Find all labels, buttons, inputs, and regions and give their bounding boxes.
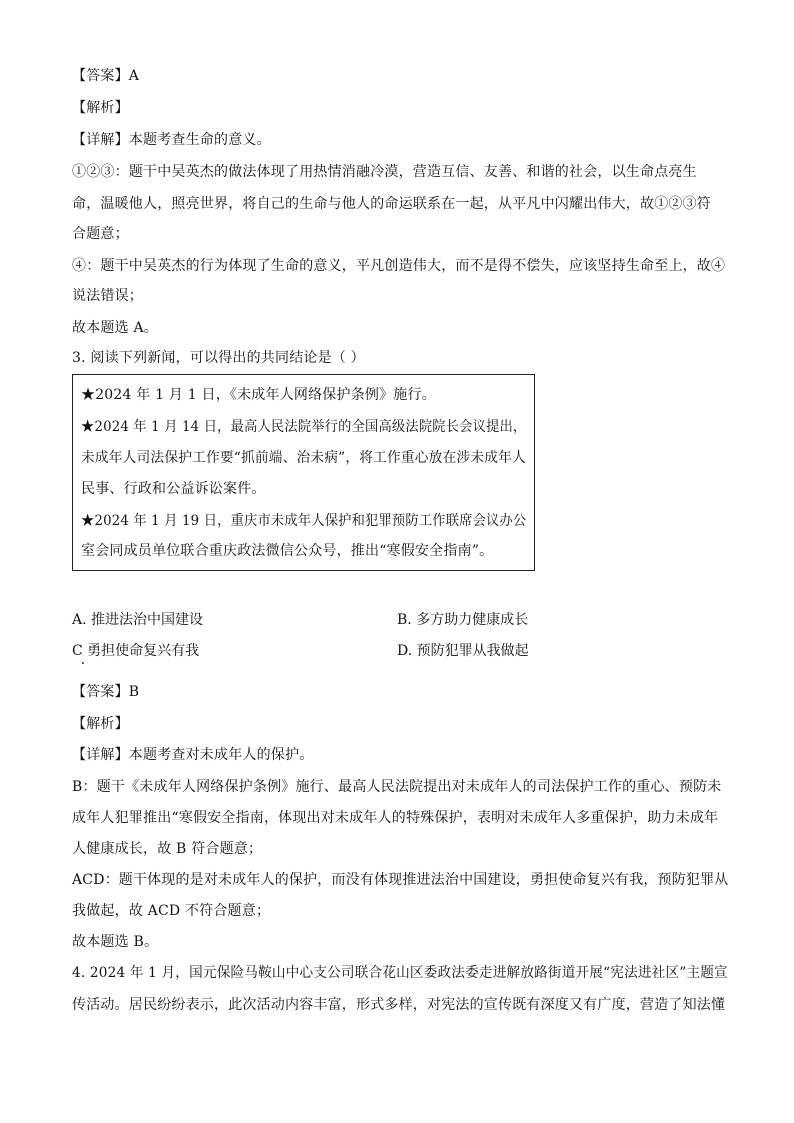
q3-news-line-2: ★2024 年 1 月 14 日，最高人民法院举行的全国高级法院院长会议提出， — [81, 419, 527, 435]
q3-news-line-5: ★2024 年 1 月 19 日，重庆市未成年人保护和犯罪预防工作联席会议办公 — [81, 513, 527, 529]
q3-line-4: ACD：题干体现的是对未成年人的保护，而没有体现推进法治中国建设，勇担使命复兴有我，预防犯罪从 — [72, 872, 729, 888]
q3-line-5: 我做起，故 ACD 不符合题意； — [72, 903, 271, 919]
q2-line-3: 合题意； — [72, 226, 129, 242]
q3-option-c: C 勇担使命复兴有我 — [72, 643, 200, 659]
q3-option-d: D. 预防犯罪从我做起 — [397, 643, 529, 659]
q4-line-1: 4. 2024 年 1 月，国元保险马鞍山中心支公司联合花山区委政法委走进解放路街道开展“宪法进社区”主题宣 — [72, 965, 728, 981]
q3-line-2: 成年人犯罪推出“寒假安全指南，体现出对未成年人的特殊保护，表明对未成年人多重保护，助力未成年 — [72, 810, 719, 826]
q2-line-6: 故本题选 A。 — [72, 320, 158, 336]
q2-line-5: 说法错误； — [72, 288, 143, 304]
q3-analysis-heading: 【解析】 — [72, 716, 129, 732]
q3-news-box — [72, 374, 535, 571]
q3-line-1: B：题干《未成年人网络保护条例》施行、最高人民法院提出对未成年人的司法保护工作的重心、预防未 — [72, 779, 722, 795]
q3-news-line-6: 室会同成员单位联合重庆政法微信公众号，推出“寒假安全指南”。 — [81, 543, 494, 559]
q3-option-b: B. 多方助力健康成长 — [397, 612, 529, 628]
q3-option-a: A. 推进法治中国建设 — [72, 612, 204, 628]
q3-news-line-1: ★2024 年 1 月 1 日，《未成年人网络保护条例》施行。 — [81, 387, 436, 403]
q3-news-line-4: 民事、行政和公益诉讼案件。 — [81, 481, 266, 497]
q3-line-3: 人健康成长，故 B 符合题意； — [72, 841, 263, 857]
q3-stem: 3. 阅读下列新闻，可以得出的共同结论是（ ） — [72, 350, 365, 366]
q4-line-2: 传活动。居民纷纷表示，此次活动内容丰富，形式多样，对宪法的宣传既有深度又有广度，营造了知法懂 — [72, 997, 726, 1013]
q3-answer: 【答案】B — [72, 684, 140, 700]
q2-detail: 【详解】本题考查生命的意义。 — [72, 132, 271, 148]
q2-answer: 【答案】A — [72, 68, 140, 84]
q2-line-4: ④：题干中吴英杰的行为体现了生命的意义，平凡创造伟大，而不是得不偿失，应该坚持生命至上，故④ — [72, 258, 726, 274]
q3-line-6: 故本题选 B。 — [72, 934, 159, 950]
stray-dot-mark — [82, 662, 84, 664]
q2-line-2: 命，温暖他人，照亮世界，将自己的生命与他人的命运联系在一起，从平凡中闪耀出伟大，故①②③符 — [72, 196, 711, 212]
q2-line-1: ①②③：题干中吴英杰的做法体现了用热情消融冷漠，营造互信、友善、和谐的社会，以生命点亮生 — [72, 164, 697, 180]
q3-detail: 【详解】本题考查对未成年人的保护。 — [72, 747, 314, 763]
q2-analysis-heading: 【解析】 — [72, 100, 129, 116]
q3-news-line-3: 未成年人司法保护工作要“抓前端、治未病”，将工作重心放在涉未成年人 — [81, 450, 526, 466]
